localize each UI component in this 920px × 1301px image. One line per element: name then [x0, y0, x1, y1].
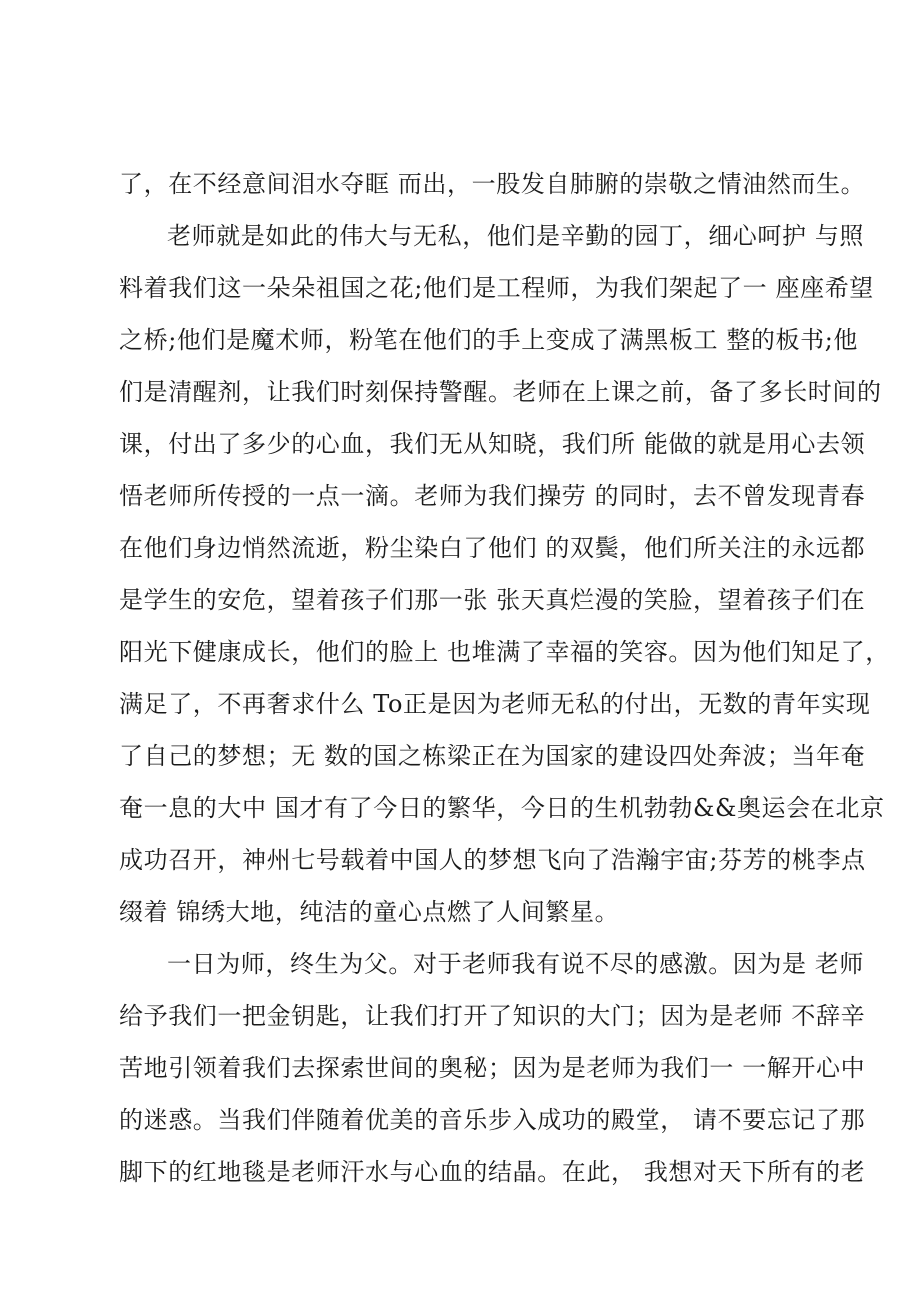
- text-line: 之桥;他们是魔术师，粉笔在他们的手上变成了满黑板工 整的板书;他: [119, 326, 858, 354]
- text-line: 成功召开，神州七号载着中国人的梦想飞向了浩瀚宇宙;芬芳的桃李点: [119, 846, 866, 874]
- text-line: 了，在不经意间泪水夺眶 而出，一股发自肺腑的崇敬之情油然而生。: [119, 170, 866, 198]
- text-line: 苦地引领着我们去探索世间的奥秘；因为是老师为我们一 一解开心中: [119, 1054, 866, 1082]
- paragraph-start-line: 一日为师，终生为父。对于老师我有说不尽的感激。因为是 老师: [167, 950, 865, 978]
- text-line: 的迷惑。当我们伴随着优美的音乐步入成功的殿堂， 请不要忘记了那: [119, 1106, 866, 1134]
- text-line: 们是清醒剂，让我们时刻保持警醒。老师在上课之前，备了多长时间的: [119, 378, 882, 406]
- text-line: 缀着 锦绣大地，纯洁的童心点燃了人间繁星。: [119, 898, 620, 926]
- text-line: 给予我们一把金钥匙，让我们打开了知识的大门；因为是老师 不辞辛: [119, 1002, 866, 1030]
- paragraph-start-line: 老师就是如此的伟大与无私，他们是辛勤的园丁，细心呵护 与照: [167, 222, 865, 250]
- text-line: 奄一息的大中 国才有了今日的繁华，今日的生机勃勃&&奥运会在北京: [119, 794, 885, 822]
- text-line: 课，付出了多少的心血，我们无从知晓，我们所 能做的就是用心去领: [119, 430, 866, 458]
- text-line: 脚下的红地毯是老师汗水与心血的结晶。在此， 我想对天下所有的老: [119, 1158, 866, 1186]
- text-line: 阳光下健康成长，他们的脸上 也堆满了幸福的笑容。因为他们知足了，: [119, 638, 890, 666]
- text-line: 是学生的安危，望着孩子们那一张 张天真烂漫的笑脸，望着孩子们在: [119, 586, 866, 614]
- text-line: 悟老师所传授的一点一滴。老师为我们操劳 的同时，去不曾发现青春: [119, 482, 866, 510]
- text-line: 在他们身边悄然流逝，粉尘染白了他们 的双鬓，他们所关注的永远都: [119, 534, 866, 562]
- text-line: 料着我们这一朵朵祖国之花;他们是工程师，为我们架起了一 座座希望: [119, 274, 874, 302]
- text-line: 了自己的梦想；无 数的国之栋梁正在为国家的建设四处奔波；当年奄: [119, 742, 866, 770]
- text-line: 满足了，不再奢求什么 To正是因为老师无私的付出，无数的青年实现: [119, 690, 871, 718]
